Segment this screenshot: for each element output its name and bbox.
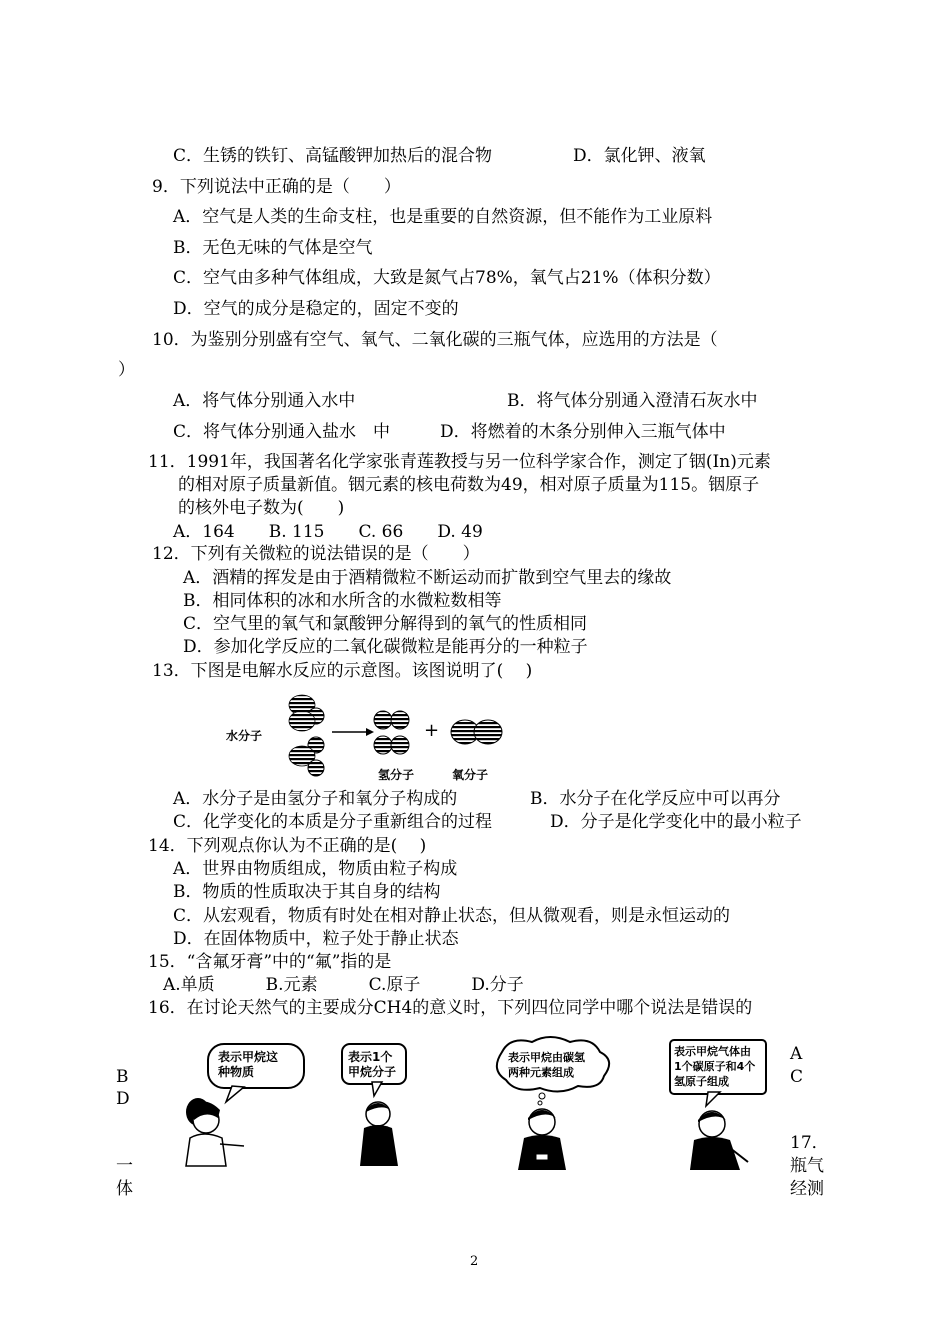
electrolysis-figure [220, 690, 520, 785]
margin-right-1: A [790, 1044, 803, 1064]
q8-option-c: C．生锈的铁钉、高锰酸钾加热后的混合物 [173, 146, 493, 166]
margin-right-3: 17． [790, 1133, 829, 1153]
margin-left-3: 一 [116, 1156, 133, 1176]
bubble-4-text: 表示甲烷气体由 1个碳原子和4个 氢原子组成 [674, 1045, 756, 1088]
q10-option-a: A．将气体分别通入水中 [173, 391, 356, 411]
q9-option-b: B．无色无味的气体是空气 [173, 238, 373, 258]
q14-option-b: B．物质的性质取决于其自身的结构 [173, 882, 441, 902]
q15-stem: 15．“含氟牙膏”中的“氟”指的是 [148, 952, 392, 972]
q13-option-a: A．水分子是由氢分子和氧分子构成的 [173, 789, 458, 809]
q12-option-d: D．参加化学反应的二氧化碳微粒是能再分的一种粒子 [183, 637, 588, 657]
q14-option-a: A．世界由物质组成，物质由粒子构成 [173, 859, 458, 879]
margin-right-5: 经测 [790, 1179, 824, 1199]
q10-stem-end: ） [118, 360, 135, 380]
q13-option-b: B．水分子在化学反应中可以再分 [530, 789, 781, 809]
q10-option-c: C．将气体分别通入盐水 中 [173, 422, 391, 442]
q12-option-a: A．酒精的挥发是由于酒精微粒不断运动而扩散到空气里去的缘故 [183, 568, 672, 588]
margin-right-2: C [790, 1067, 804, 1087]
q10-option-b: B．将气体分别通入澄清石灰水中 [507, 391, 758, 411]
q11-stem-1: 11．1991年，我国著名化学家张青莲教授与另一位科学家合作，测定了铟(In)元素 [148, 452, 771, 472]
hydrogen-molecule-label: 氢分子 [378, 768, 415, 782]
reaction-arrow [332, 728, 374, 736]
oxygen-molecule-label: 氧分子 [452, 768, 489, 782]
bubble-3-text: 表示甲烷由碳氢 两种元素组成 [508, 1051, 585, 1079]
q16-stem: 16．在讨论天然气的主要成分CH4的意义时，下列四位同学中哪个说法是错误的 [148, 998, 753, 1018]
hydrogen-molecule-group [374, 711, 409, 754]
q13-stem: 13．下图是电解水反应的示意图。该图说明了( ) [152, 661, 533, 681]
margin-left-2: D [116, 1089, 130, 1109]
student-3 [518, 1109, 566, 1170]
margin-right-4: 瓶气 [790, 1156, 824, 1176]
q13-option-c: C．化学变化的本质是分子重新组合的过程 [173, 812, 493, 832]
q11-options: A．164 B. 115 C. 66 D. 49 [173, 522, 483, 542]
student-2 [360, 1102, 398, 1166]
q10-option-d: D．将燃着的木条分别伸入三瓶气体中 [440, 422, 726, 442]
plus-sign: + [424, 720, 440, 741]
q14-option-c: C．从宏观看，物质有时处在相对静止状态，但从微观看，则是永恒运动的 [173, 906, 731, 926]
student-1 [186, 1098, 244, 1166]
q11-stem-2: 的相对原子质量新值。铟元素的核电荷数为49，相对原子质量为115。铟原子 [178, 475, 760, 495]
q12-option-c: C．空气里的氧气和氯酸钾分解得到的氧气的性质相同 [183, 614, 588, 634]
q8-option-d: D．氯化钾、液氧 [573, 146, 706, 166]
water-molecule-label: 水分子 [226, 729, 263, 743]
student-4 [690, 1111, 748, 1170]
q9-option-a: A．空气是人类的生命支柱，也是重要的自然资源，但不能作为工业原料 [173, 207, 713, 227]
students-figure [160, 1030, 780, 1180]
q12-stem: 12．下列有关微粒的说法错误的是（ ） [152, 544, 480, 564]
water-molecule-group [289, 695, 324, 776]
q9-stem: 9．下列说法中正确的是（ ） [152, 177, 401, 197]
page-number: 2 [470, 1254, 479, 1269]
bubble-2-text: 表示1个 甲烷分子 [348, 1050, 397, 1079]
margin-left-4: 体 [116, 1179, 133, 1199]
margin-left-1: B [116, 1067, 129, 1087]
q14-stem: 14．下列观点你认为不正确的是( ) [148, 836, 427, 856]
q12-option-b: B．相同体积的冰和水所含的水微粒数相等 [183, 591, 502, 611]
q13-option-d: D．分子是化学变化中的最小粒子 [550, 812, 802, 832]
oxygen-molecule [451, 720, 502, 744]
q15-options: A.单质 B.元素 C.原子 D.分子 [163, 975, 524, 995]
q14-option-d: D．在固体物质中，粒子处于静止状态 [173, 929, 459, 949]
bubble-1-text: 表示甲烷这 种物质 [218, 1050, 279, 1079]
q9-option-c: C．空气由多种气体组成，大致是氮气占78%，氧气占21%（体积分数） [173, 268, 721, 288]
q10-stem: 10．为鉴别分别盛有空气、氧气、二氧化碳的三瓶气体，应选用的方法是（ [152, 330, 718, 350]
q9-option-d: D．空气的成分是稳定的，固定不变的 [173, 299, 459, 319]
q11-stem-3: 的核外电子数为( ) [178, 498, 345, 518]
